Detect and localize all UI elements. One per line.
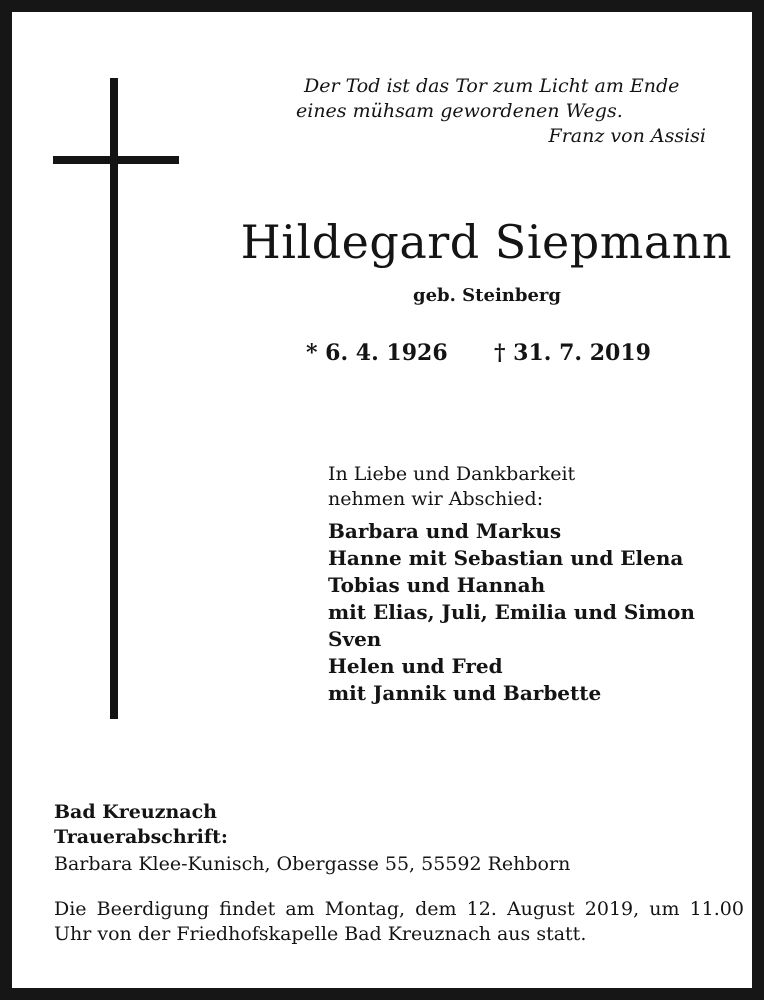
mourner-item: Sven: [328, 627, 382, 651]
place-name: Bad Kreuznach: [54, 801, 217, 823]
cross-vertical-bar: [110, 78, 118, 719]
intro-line-2: nehmen wir Abschied:: [328, 488, 544, 510]
funeral-info: Die Beerdigung findet am Montag, dem 12. August 2019, um 11.00 Uhr von der Friedhofskapelle Bad Kreuznach aus statt.: [54, 898, 744, 945]
mourner-item: mit Elias, Juli, Emilia und Simon: [328, 600, 695, 624]
death-date: † 31. 7. 2019: [494, 340, 651, 366]
quote-author: Franz von Assisi: [548, 125, 706, 147]
footer-block: [54, 800, 744, 947]
mourner-item: mit Jannik und Barbette: [328, 681, 602, 705]
life-dates: [306, 338, 706, 372]
quote-block: [266, 74, 706, 149]
mourner-item: Barbara und Markus: [328, 519, 562, 543]
mourners-block: [328, 462, 748, 707]
mourners-list: [328, 518, 748, 707]
birth-name: geb. Steinberg: [413, 285, 561, 306]
quote-line-1: Der Tod ist das Tor zum Licht am Ende: [304, 75, 680, 97]
mourner-item: Helen und Fred: [328, 654, 503, 678]
deceased-name: Hildegard Siepmann: [240, 215, 732, 269]
quote-line-2: eines mühsam gewordenen Wegs.: [296, 100, 623, 122]
condolence-address: Barbara Klee-Kunisch, Obergasse 55, 55592 Rehborn: [54, 853, 571, 875]
address-label: Trauerabschrift:: [54, 826, 228, 848]
mourner-item: Hanne mit Sebastian und Elena: [328, 546, 684, 570]
birth-date: * 6. 4. 1926: [306, 340, 448, 366]
cross-horizontal-bar: [53, 156, 179, 164]
mourner-item: Tobias und Hannah: [328, 573, 546, 597]
intro-line-1: In Liebe und Dankbarkeit: [328, 463, 576, 485]
